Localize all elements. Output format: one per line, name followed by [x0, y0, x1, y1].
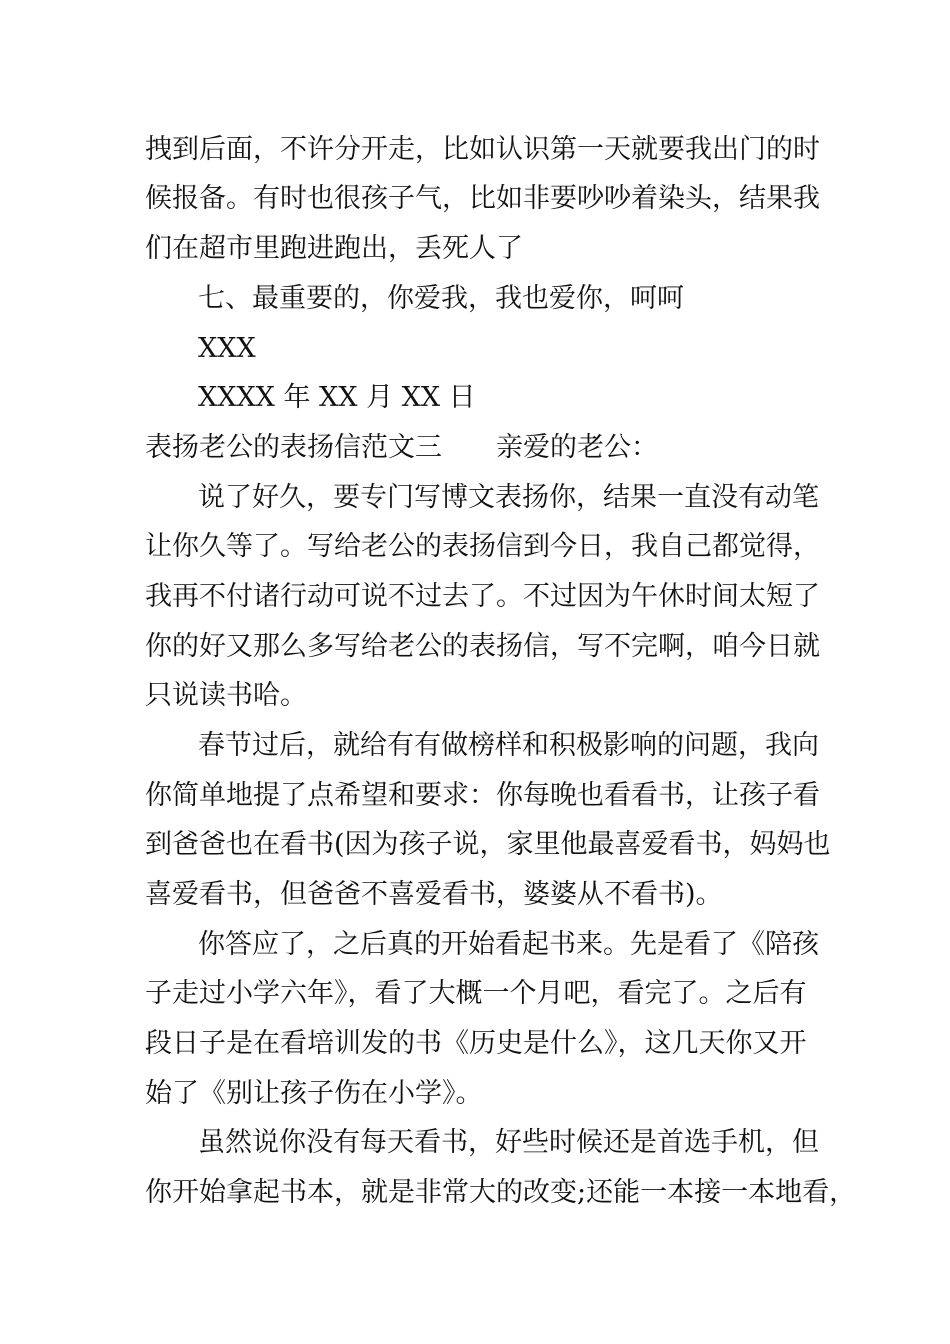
text-line: 我再不付诸行动可说不过去了。不过因为午休时间太短了 [145, 581, 820, 612]
text-line: 你开始拿起书本，就是非常大的改变;还能一本接一本地看， [145, 1177, 857, 1208]
text-line: 七、最重要的，你爱我，我也爱你，呵呵 [198, 283, 684, 314]
text-line: 虽然说你没有每天看书，好些时候还是首选手机，但 [198, 1127, 819, 1158]
text-line: 让你久等了。写给老公的表扬信到今日，我自己都觉得， [145, 531, 820, 562]
text-line: 们在超市里跑进跑出，丢死人了 [145, 233, 523, 264]
text-line: 春节过后，就给有有做榜样和积极影响的问题，我向 [198, 730, 819, 761]
text-line: 拽到后面，不许分开走，比如认识第一天就要我出门的时 [145, 134, 820, 165]
signature-name: XXX [198, 333, 256, 364]
text-line: 你答应了，之后真的开始看起书来。先是看了《陪孩 [198, 929, 819, 960]
text-line: 喜爱看书，但爸爸不喜爱看书，婆婆从不看书)。 [145, 879, 723, 910]
section-heading: 表扬老公的表扬信范文三 亲爱的老公： [145, 432, 658, 463]
text-line: 子走过小学六年》，看了大概一个月吧，看完了。之后有 [145, 978, 807, 1009]
text-line: 到爸爸也在看书(因为孩子说，家里他最喜爱看书，妈妈也 [145, 829, 831, 860]
text-line: 你的好又那么多写给老公的表扬信，写不完啊，咱今日就 [145, 631, 820, 662]
text-line: 段日子是在看培训发的书《历史是什么》，这几天你又开 [145, 1028, 807, 1059]
text-line: 你简单地提了点希望和要求：你每晚也看看书，让孩子看 [145, 780, 820, 811]
text-line: 始了《别让孩子伤在小学》。 [145, 1078, 483, 1109]
text-line: 只说读书哈。 [145, 680, 307, 711]
text-line: 说了好久，要专门写博文表扬你，结果一直没有动笔 [198, 482, 819, 513]
text-line: 候报备。有时也很孩子气，比如非要吵吵着染头，结果我 [145, 183, 820, 214]
signature-date: XXXX 年 XX 月 XX 日 [198, 382, 476, 413]
